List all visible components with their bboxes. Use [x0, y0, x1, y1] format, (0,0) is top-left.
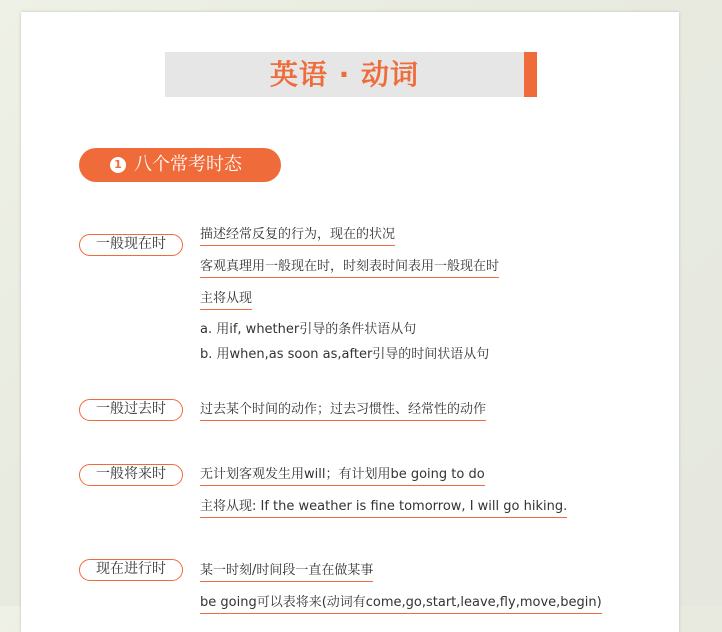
tense-subpoint: b. 用when,as soon as,after引导的时间状语从句 [200, 347, 490, 362]
section-heading [79, 148, 281, 182]
page-title: 英语 · 动词 [269, 58, 420, 91]
tense-line [200, 401, 486, 419]
tense-line-text: 主将从现: If the weather is fine tomorrow, I will go hiking. [200, 499, 567, 518]
tense-line-text: 某一时刻/时间段一直在做某事 [200, 563, 373, 582]
tense-line-text: 描述经常反复的行为，现在的状况 [200, 227, 395, 246]
section-title: 八个常考时态 [134, 154, 242, 175]
tense-line [200, 498, 567, 516]
tense-line [200, 466, 485, 484]
tense-line-text: be going可以表将来(动词有come,go,start,leave,fly,move,begin) [200, 595, 602, 614]
tense-tag-simple-past: 一般过去时 [79, 399, 183, 421]
document-page [21, 12, 679, 632]
tense-tag-simple-present: 一般现在时 [79, 234, 183, 256]
tense-line [200, 290, 252, 308]
tense-line [200, 258, 499, 276]
tense-line-text: 过去某个时间的动作；过去习惯性、经常性的动作 [200, 402, 486, 421]
tense-line-text: 客观真理用一般现在时，时刻表时间表用一般现在时 [200, 259, 499, 278]
tense-line [200, 594, 602, 612]
section-number-badge: 1 [110, 157, 126, 173]
tense-line-text: 无计划客观发生用will；有计划用be going to do [200, 467, 485, 486]
title-accent-bar [524, 52, 537, 97]
title-banner [165, 52, 537, 97]
tense-tag-present-continuous: 现在进行时 [79, 559, 183, 581]
tense-line-text: 主将从现 [200, 291, 252, 310]
tense-subpoint: a. 用if, whether引导的条件状语从句 [200, 322, 417, 337]
tense-line [200, 562, 373, 580]
tense-tag-simple-future: 一般将来时 [79, 464, 183, 486]
tense-line [200, 226, 395, 244]
